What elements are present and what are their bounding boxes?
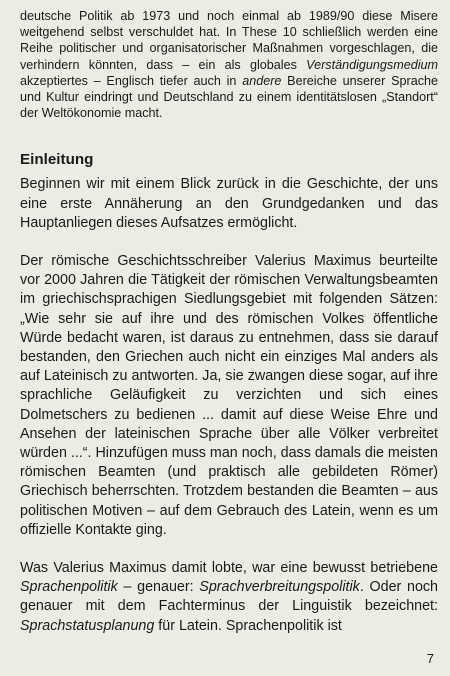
paragraph-1: Beginnen wir mit einem Blick zurück in die Geschichte, der uns eine erste Annäherung an den Grundgedanken und das Hauptanliegen dieses Aufsatzes ermöglicht.	[20, 176, 438, 231]
page-content	[20, 8, 438, 655]
paragraph-3-text-1: Was Valerius Maximus damit lobte, war eine bewusst betriebene	[20, 560, 438, 577]
page-number: 7	[426, 651, 434, 666]
paragraph-3-text-4: für Latein. Sprachenpolitik ist	[154, 617, 342, 634]
paragraph-2: Der römische Geschichtsschreiber Valerius Maximus beurteilte vor 2000 Jahren die Tätigkeit der römischen Verwaltungsbeamten im griechischsprachigen Siedlungsgebiet mit folgenden Sätzen: „Wie sehr sie auf ihre und des römischen Volkes öffentliche Würde bedacht waren, ist daraus zu entnehmen, dass sie darauf bestanden, den Griechen auch nicht ein einziges Mal anders als auf Lateinisch zu antworten. Ja, sie zwangen diese sogar, auf ihre sprachliche Geläufigkeit zu verzichten und sich eines Dolmetschers zu bedienen ... damit auf diese Weise Ehre und Ansehen der lateinischen Sprache über alle Völker verbreitet würden ...“. Hinzufügen muss man noch, dass damals die meisten römischen Beamten (und praktisch alle gebildeten Römer) Griechisch beherrschten. Trotzdem bestanden die Beamten – aus politischen Motiven – auf dem Gebrauch des Latein, wenn es um offizielle Kontakte ging.	[20, 253, 438, 538]
paragraph-3	[20, 559, 438, 636]
intro-emphasis-2: andere	[242, 73, 282, 88]
paragraph-3-emphasis-1: Sprachenpolitik	[20, 579, 118, 596]
section-heading: Einleitung	[20, 151, 94, 169]
paragraph-3-emphasis-2: Sprachverbreitungspolitik	[199, 579, 360, 596]
intro-text-1: deutsche Politik ab 1973 und noch einmal ab 1989/90 diese Misere weitgehend selbst verschuldet hat. In These 10 schließlich werden eine Reihe politischer und organisatorischer Maßnahmen vorgeschlagen, die verhindern könnten, dass – ein als globales	[20, 9, 438, 72]
paragraph-3-text-3: . Oder noch genauer mit dem Fachterminus der Linguistik bezeichnet:	[20, 579, 439, 615]
intro-paragraph	[20, 8, 438, 121]
intro-text-2: akzeptiertes – Englisch tiefer auch in	[20, 73, 243, 88]
paragraph-3-emphasis-3: Sprachstatusplanung	[20, 617, 155, 634]
paragraph-3-text-2: – genauer:	[117, 579, 200, 596]
intro-text-3: Bereiche unserer Sprache und Kultur eindringt und Deutschland zu einem identitätslosen „Standort“ der Weltökonomie macht.	[20, 73, 439, 121]
intro-emphasis-1: Verständigungsmedium	[306, 57, 438, 72]
